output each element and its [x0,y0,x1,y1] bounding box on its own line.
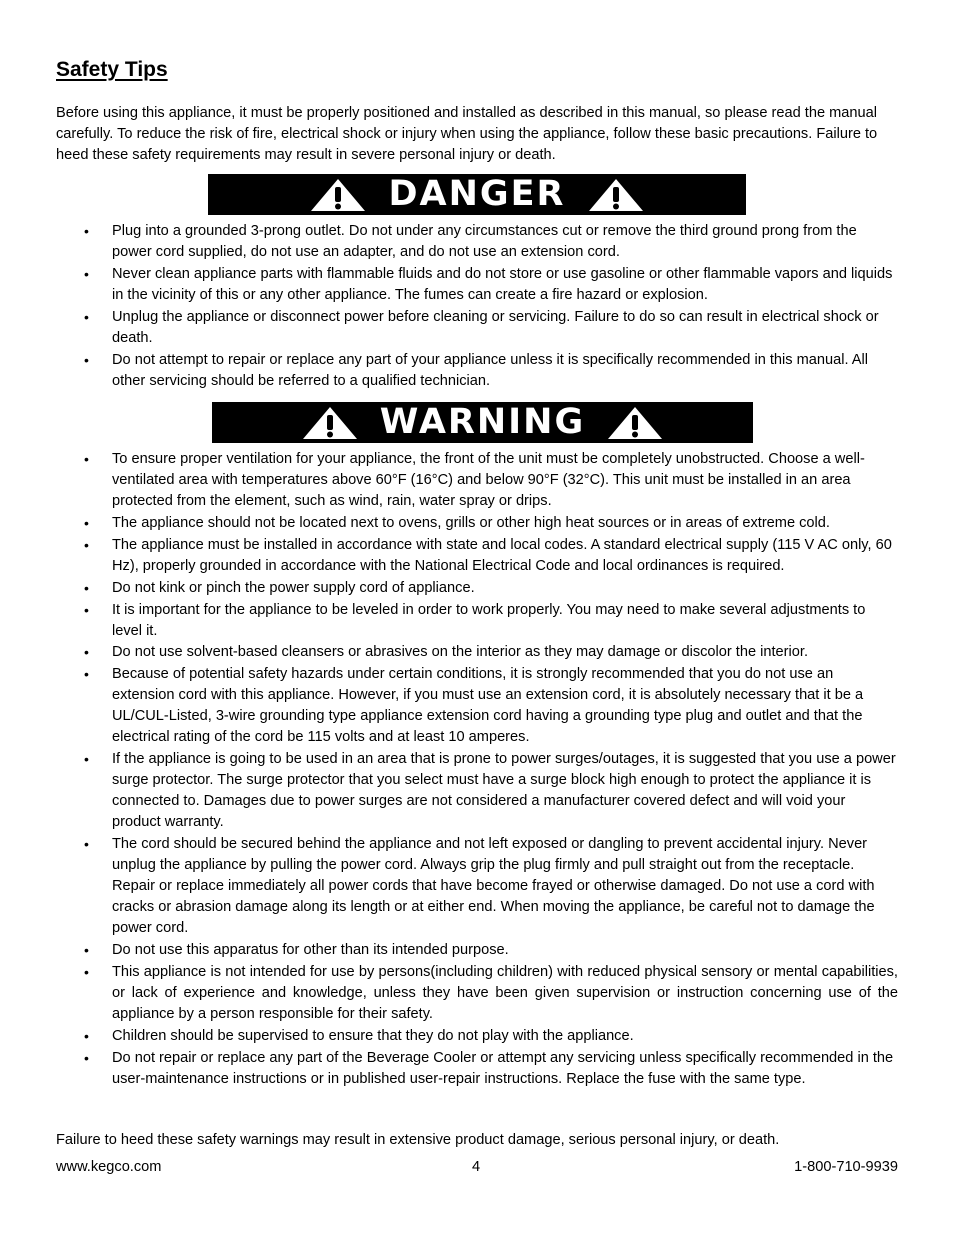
list-item: • Do not use solvent-based cleansers or abrasives on the interior as they may damage or discolor the interior. [56,642,898,663]
list-item: • Unplug the appliance or disconnect power before cleaning or servicing. Failure to do so can result in electrical shock or death. [56,307,898,349]
list-item: • Because of potential safety hazards under certain conditions, it is strongly recommended that you do not use an extension cord with this appliance. However, if you must use an extension cord, it is absolutely necessary that it be a UL/CUL-Listed, 3-wire grounding type appliance extension cord having a grounding type plug and outlet and that the electrical rating of the cord be 115 volts and at least 10 amperes. [56,664,898,748]
footer-website: www.kegco.com [56,1159,162,1175]
list-item: • Do not kink or pinch the power supply cord of appliance. [56,578,898,599]
list-item: • The appliance should not be located next to ovens, grills or other high heat sources or in areas of extreme cold. [56,513,898,534]
list-item: • Children should be supervised to ensure that they do not play with the appliance. [56,1026,898,1047]
warning-banner [212,402,753,443]
list-item: • If the appliance is going to be used in an area that is prone to power surges/outages, it is suggested that you use a power surge protector. The surge protector that you select must have a surge block high enough to protect the appliance it is connected to. Damages due to power surges are not considered a manufacturer covered defect and will void your product warranty. [56,749,898,833]
page-footer [56,1157,898,1178]
warning-triangle-icon [302,406,358,440]
list-item: • The appliance must be installed in accordance with state and local codes. A standard electrical supply (115 V AC only, 60 Hz), properly grounded in accordance with the National Electrical Code and local ordinances is required. [56,535,898,577]
footer-page-number: 4 [472,1159,481,1175]
warning-list [56,449,898,1091]
danger-banner [208,174,746,215]
list-item: • Do not attempt to repair or replace any part of your appliance unless it is specifically recommended in this manual. All other servicing should be referred to a qualified technician. [56,350,898,392]
list-item: • Never clean appliance parts with flammable fluids and do not store or use gasoline or other flammable vapors and liquids in the vicinity of this or any other appliance. The fumes can create a fire hazard or explosion. [56,264,898,306]
list-item: • Plug into a grounded 3-prong outlet. Do not under any circumstances cut or remove the third ground prong from the power cord supplied, do not use an adapter, and do not use an extension cord. [56,221,898,263]
intro-paragraph: Before using this appliance, it must be properly positioned and installed as described in this manual, so please read the manual carefully. To reduce the risk of fire, electrical shock or injury when using the appliance, follow these basic precautions. Failure to heed these safety requirements may result in severe personal injury or death. [56,105,878,163]
warning-triangle-icon [310,178,366,212]
danger-label: DANGER [388,174,566,214]
list-item: • The cord should be secured behind the appliance and not left exposed or dangling to prevent accidental injury. Never unplug the appliance by pulling the power cord. Always grip the plug firmly and pull straight out from the receptacle. Repair or replace immediately all power cords that have become frayed or otherwise damaged. Do not use a cord with cracks or abrasion damage along its length or at either end. When moving the appliance, be careful not to damage the power cord. [56,834,898,939]
list-item: • It is important for the appliance to be leveled in order to work properly. You may need to make several adjustments to level it. [56,600,898,642]
list-item: • Do not repair or replace any part of the Beverage Cooler or attempt any servicing unless specifically recommended in the user-maintenance instructions or in published user-repair instructions. Replace the fuse with the same type. [56,1048,898,1090]
closing-statement: Failure to heed these safety warnings may result in extensive product damage, serious personal injury, or death. [56,1132,780,1148]
list-item: • To ensure proper ventilation for your appliance, the front of the unit must be completely unobstructed. Choose a well-ventilated area with temperatures above 60°F (16°C) and below 90°F (32°C). This unit must be installed in an area protected from the element, such as wind, rain, water spray or drips. [56,449,898,512]
footer-phone: 1-800-710-9939 [794,1159,898,1175]
list-item: • Do not use this apparatus for other than its intended purpose. [56,940,898,961]
warning-triangle-icon [607,406,663,440]
list-item: • This appliance is not intended for use by persons(including children) with reduced physical sensory or mental capabilities, or lack of experience and knowledge, unless they have been given supervision or instruction concerning use of the appliance by a person responsible for their safety. [56,962,898,1025]
warning-triangle-icon [588,178,644,212]
page-title: Safety Tips [56,58,168,81]
danger-list [56,221,898,393]
warning-label: WARNING [379,402,586,442]
